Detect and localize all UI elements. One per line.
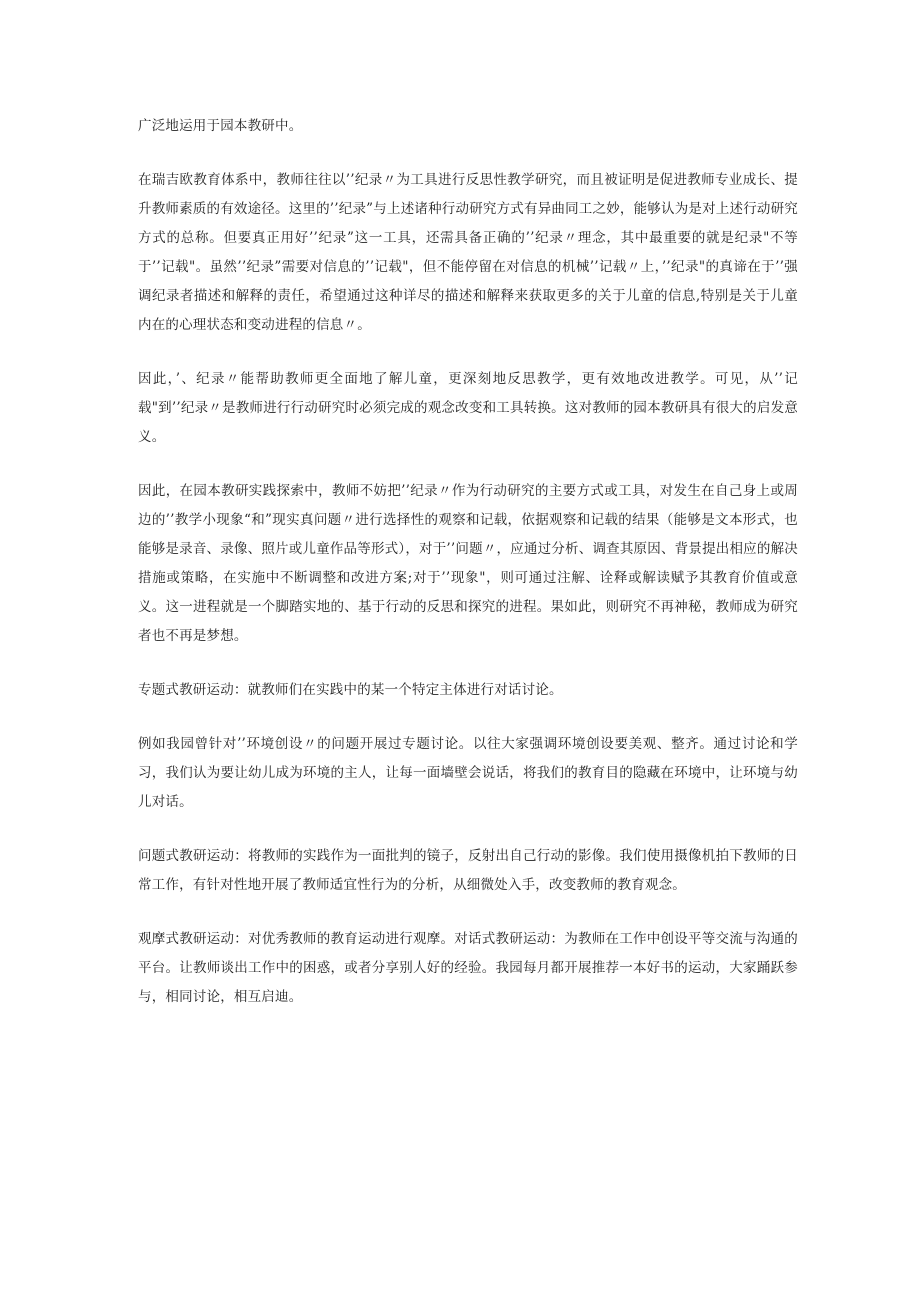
paragraph-3: 因此，’、纪录〃能帮助教师更全面地了解儿童，更深刻地反思教学，更有效地改进教学。可见，从’’记载"到’’纪录〃是教师进行行动研究时必须完成的观念改变和工具转换。这对教师的园本教研具有很大的启发意义。 bbox=[138, 371, 798, 445]
paragraph-7: 问题式教研运动：将教师的实践作为一面批判的镜子，反射出自己行动的影像。我们使用摄像机拍下教师的日常工作，有针对性地开展了教师适宜性行为的分析，从细微处入手，改变教师的教育观念。 bbox=[138, 848, 798, 893]
paragraph-4: 因此，在园本教研实践探索中，教师不妨把’’纪录〃作为行动研究的主要方式或工具，对发生在自己身上或周边的’’教学小现象“和”现实真问题〃进行选择性的观察和记载，依据观察和记载的结果（能够是文本形式，也能够是录音、录像、照片或儿童作品等形式），对于’’问题〃，应通过分析、调查其原因、背景提出相应的解决措施或策略，在实施中不断调整和改进方案;对于’’现象"，则可通过注解、诠释或解读赋予其教育价值或意义。这一进程就是一个脚踏实地的、基于行动的反思和探究的进程。果如此，则研究不再神秘，教师成为研究者也不再是梦想。 bbox=[138, 483, 798, 644]
paragraph-5: 专题式教研运动：就教师们在实践中的某一个特定主体进行对话讨论。 bbox=[138, 682, 563, 698]
paragraph-8: 观摩式教研运动：对优秀教师的教育运动进行观摩。对话式教研运动：为教师在工作中创设平等交流与沟通的平台。让教师谈出工作中的困惑，或者分享别人好的经验。我园每月都开展推荐一本好书的运动，大家踊跃参与，相同讨论，相互启迪。 bbox=[138, 931, 798, 1005]
paragraph-1: 广泛地运用于园本教研中。 bbox=[138, 118, 303, 134]
document-body bbox=[138, 112, 798, 1037]
paragraph-2: 在瑞吉欧教育体系中，教师往往以’’纪录〃为工具进行反思性教学研究，而且被证明是促进教师专业成长、提升教师素质的有效途径。这里的’’纪录”与上述诸种行动研究方式有异曲同工之妙，能够认为是对上述行动研究方式的总称。但要真正用好’’纪录”这一工具，还需具备正确的’’纪录〃理念，其中最重要的就是纪录"不等于’’记载"。虽然’’纪录”需要对信息的’’记载"，但不能停留在对信息的机械’’记载〃上，’’纪录"的真谛在于’’强调纪录者描述和解释的责任，希望通过这种详尽的描述和解释来获取更多的关于儿童的信息,特别是关于儿童内在的心理状态和变动进程的信息〃。 bbox=[138, 172, 798, 333]
paragraph-6: 例如我园曾针对’’环境创设〃的问题开展过专题讨论。以往大家强调环境创设要美观、整齐。通过讨论和学习，我们认为要让幼儿成为环境的主人，让每一面墙壁会说话，将我们的教育目的隐藏在环境中，让环境与幼儿对话。 bbox=[138, 736, 798, 810]
